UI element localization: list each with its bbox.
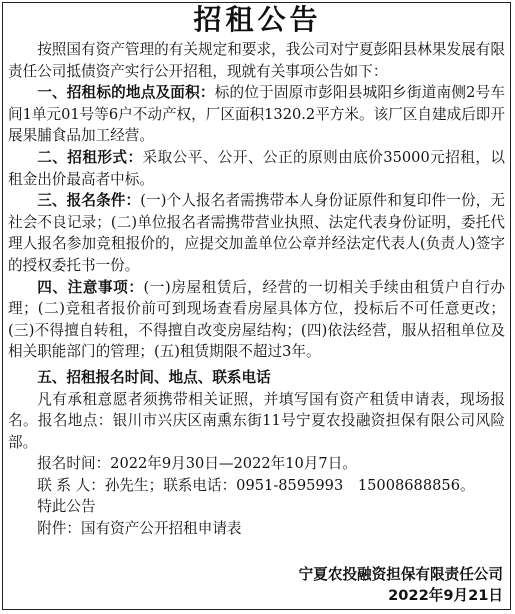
section-5-text: 凡有承租意愿者须携带相关证照，并填写国有资产租赁申请表，现场报名。报名地点：银川市兴庆区南熏东街11号宁夏农投融资担保有限公司风险部。 xyxy=(8,390,505,451)
signature-company: 宁夏农投融资担保有限责任公司 xyxy=(298,566,503,583)
section-2-text: 采取公平、公开、公正的原则由底价35000元招租，以租金出价最高者中标。 xyxy=(8,148,505,188)
attachment-line: 附件：国有资产公开招租申请表 xyxy=(37,520,242,538)
section-2-heading: 二、招租形式： xyxy=(37,148,143,166)
section-3 xyxy=(8,190,505,276)
section-1-text: 标的位于固原市彭阳县城阳乡街道南侧2号车间1单元01号等6户不动产权，厂区面积1320.2平方米。该厂区自建成后即开展果脯食品加工经营。 xyxy=(8,84,505,145)
closing-line: 特此公告 xyxy=(37,498,96,516)
section-2 xyxy=(8,147,505,190)
registration-time: 报名时间：2022年9月30日—2022年10月7日。 xyxy=(37,455,357,473)
intro-paragraph: 按照国有资产管理的有关规定和要求，我公司对宁夏彭阳县林果发展有限责任公司抵债资产实行公开招租，现就有关事项公告如下： xyxy=(8,41,505,80)
section-1-heading: 一、招租标的地点及面积： xyxy=(37,84,215,102)
section-3-text: (一)个人报名者需携带本人身份证原件和复印件一份，无社会不良记录；(二)单位报名者需携带营业执照、法定代表身份证明，委托代理人报名参加竞租报价的，应提交加盖单位公章并经法定代表人(负责人)签字的授权委托书一份。 xyxy=(8,192,505,274)
section-1 xyxy=(8,82,505,147)
section-5-heading: 五、招租报名时间、地点、联系电话 xyxy=(37,368,271,386)
notice-title: 招租公告 xyxy=(193,3,322,36)
notice-body xyxy=(8,39,505,540)
contact-line: 联 系 人：孙先生；联系电话：0951-8595993 15008688856。 xyxy=(37,476,475,494)
section-4 xyxy=(8,277,505,363)
section-3-heading: 三、报名条件： xyxy=(37,192,141,210)
signature-date: 2022年9月21日 xyxy=(388,587,503,604)
section-4-heading: 四、注意事项： xyxy=(37,278,144,296)
section-4-text: (一)房屋租赁后，经营的一切相关手续由租赁户自行办理；(二)竞租者报价前可到现场查看房屋具体方位，投标后不可任意更改；(三)不得擅自转租，不得擅自改变房屋结构；(四)依法经营，服从招租单位及相关职能部门的管理；(五)租赁期限不超过3年。 xyxy=(8,278,505,361)
signature-block xyxy=(299,564,503,606)
